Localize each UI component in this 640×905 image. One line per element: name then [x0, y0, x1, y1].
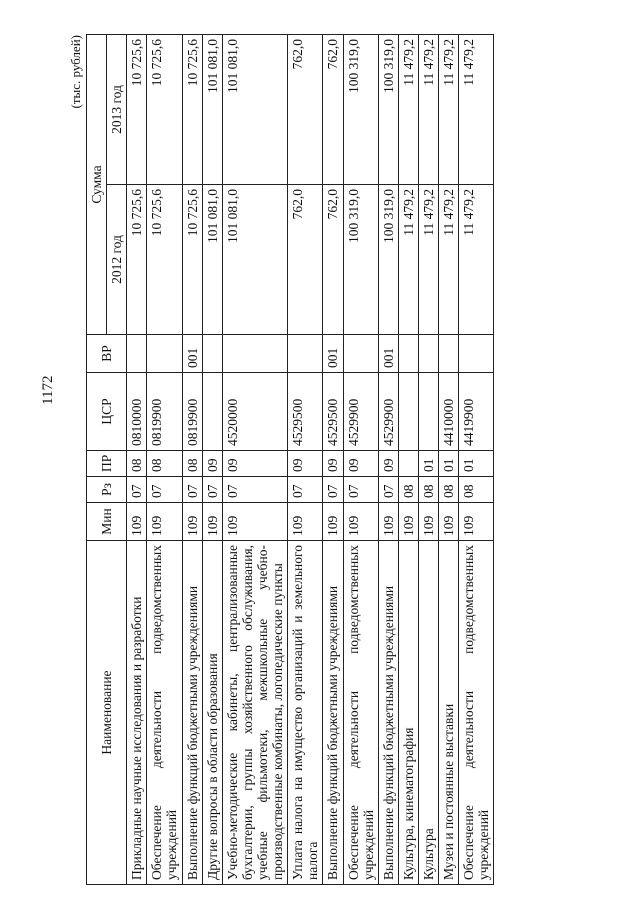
- row-pr: 09: [222, 451, 287, 477]
- header-min: Мин: [87, 503, 127, 541]
- row-min: 109: [398, 503, 418, 541]
- row-pr: 01: [439, 451, 459, 477]
- header-2012: 2012 год: [107, 185, 127, 335]
- row-pr: 01: [418, 451, 438, 477]
- row-sum-2012: 101 081,0: [222, 185, 287, 335]
- table-row: [127, 34, 147, 884]
- row-min: 109: [127, 503, 147, 541]
- row-rz: 07: [323, 477, 343, 503]
- row-rz: 07: [127, 477, 147, 503]
- header-pr: ПР: [87, 451, 127, 477]
- row-csr: 4410000: [439, 373, 459, 451]
- row-csr: [398, 373, 418, 451]
- row-rz: 07: [147, 477, 182, 503]
- row-sum-2012: 11 479,2: [418, 185, 438, 335]
- row-min: 109: [147, 503, 182, 541]
- row-sum-2012: 762,0: [323, 185, 343, 335]
- units-label: (тыс. рублей): [68, 35, 83, 109]
- table-row: [202, 34, 222, 884]
- table-row: [182, 34, 202, 884]
- table-row: [459, 34, 494, 884]
- row-csr: 0810000: [127, 373, 147, 451]
- row-name: Другие вопросы в области образования: [202, 541, 222, 885]
- row-sum-2013: 11 479,2: [439, 34, 459, 184]
- row-sum-2012: 10 725,6: [182, 185, 202, 335]
- row-name: Обеспечение деятельности подведомственных учреждений: [147, 541, 182, 885]
- budget-table: [86, 34, 494, 885]
- row-name: Культура, кинематография: [398, 541, 418, 885]
- row-sum-2013: 762,0: [323, 34, 343, 184]
- row-rz: 07: [288, 477, 323, 503]
- table-row: [323, 34, 343, 884]
- row-vr: [343, 335, 378, 373]
- row-min: 109: [459, 503, 494, 541]
- row-name: Музеи и постоянные выставки: [439, 541, 459, 885]
- row-rz: 07: [202, 477, 222, 503]
- row-min: 109: [378, 503, 398, 541]
- row-name: Культура: [418, 541, 438, 885]
- row-sum-2012: 11 479,2: [398, 185, 418, 335]
- row-sum-2013: 10 725,6: [182, 34, 202, 184]
- row-min: 109: [182, 503, 202, 541]
- table-row: [398, 34, 418, 884]
- row-vr: [398, 335, 418, 373]
- row-min: 109: [343, 503, 378, 541]
- row-rz: 08: [398, 477, 418, 503]
- row-csr: 0819900: [182, 373, 202, 451]
- table-header: [87, 34, 127, 884]
- row-min: 109: [439, 503, 459, 541]
- row-csr: [202, 373, 222, 451]
- row-pr: 01: [459, 451, 494, 477]
- row-sum-2012: 10 725,6: [127, 185, 147, 335]
- row-name: Обеспечение деятельности подведомственных учреждений: [343, 541, 378, 885]
- row-csr: 4529900: [343, 373, 378, 451]
- row-rz: 07: [343, 477, 378, 503]
- row-vr: [439, 335, 459, 373]
- row-sum-2013: 11 479,2: [398, 34, 418, 184]
- row-name: Учебно-методические кабинеты, централизованные бухгалтерии, группы хозяйственного обслуживания, учебные фильмотеки, межшкольные учебно-производственные комбинаты, логопедические пункты: [222, 541, 287, 885]
- row-rz: 07: [182, 477, 202, 503]
- rotated-document: [68, 35, 568, 885]
- row-rz: 07: [378, 477, 398, 503]
- row-name: Уплата налога на имущество организаций и земельного налога: [288, 541, 323, 885]
- row-sum-2013: 762,0: [288, 34, 323, 184]
- row-rz: 07: [222, 477, 287, 503]
- row-csr: 4529500: [323, 373, 343, 451]
- row-min: 109: [418, 503, 438, 541]
- row-sum-2012: 10 725,6: [147, 185, 182, 335]
- row-min: 109: [323, 503, 343, 541]
- row-sum-2013: 10 725,6: [127, 34, 147, 184]
- row-vr: [202, 335, 222, 373]
- row-sum-2012: 101 081,0: [202, 185, 222, 335]
- row-pr: 09: [343, 451, 378, 477]
- row-sum-2012: 11 479,2: [439, 185, 459, 335]
- row-csr: [418, 373, 438, 451]
- row-vr: [222, 335, 287, 373]
- row-csr: 4520000: [222, 373, 287, 451]
- row-sum-2013: 11 479,2: [459, 34, 494, 184]
- row-pr: 08: [127, 451, 147, 477]
- row-rz: 08: [439, 477, 459, 503]
- row-min: 109: [202, 503, 222, 541]
- row-csr: 4419900: [459, 373, 494, 451]
- row-min: 109: [222, 503, 287, 541]
- header-csr: ЦСР: [87, 373, 127, 451]
- row-sum-2012: 100 319,0: [343, 185, 378, 335]
- row-vr: [288, 335, 323, 373]
- row-vr: [127, 335, 147, 373]
- row-vr: 001: [182, 335, 202, 373]
- row-sum-2012: 100 319,0: [378, 185, 398, 335]
- row-name: Выполнение функций бюджетными учреждениями: [323, 541, 343, 885]
- row-vr: [418, 335, 438, 373]
- row-name: Выполнение функций бюджетными учреждениями: [182, 541, 202, 885]
- table-row: [288, 34, 323, 884]
- row-rz: 08: [418, 477, 438, 503]
- table-row: [378, 34, 398, 884]
- header-vr: ВР: [87, 335, 127, 373]
- row-csr: 0819900: [147, 373, 182, 451]
- row-pr: 09: [378, 451, 398, 477]
- row-pr: 09: [323, 451, 343, 477]
- row-pr: 08: [182, 451, 202, 477]
- row-name: Выполнение функций бюджетными учреждениями: [378, 541, 398, 885]
- row-sum-2013: 11 479,2: [418, 34, 438, 184]
- table-body: [127, 34, 494, 884]
- row-sum-2013: 10 725,6: [147, 34, 182, 184]
- table-row: [222, 34, 287, 884]
- row-rz: 08: [459, 477, 494, 503]
- row-sum-2013: 100 319,0: [343, 34, 378, 184]
- header-name: Наименование: [87, 541, 127, 885]
- table-row: [343, 34, 378, 884]
- page-number: 1172: [40, 375, 56, 405]
- row-sum-2012: 11 479,2: [459, 185, 494, 335]
- table-row: [418, 34, 438, 884]
- row-sum-2013: 101 081,0: [222, 34, 287, 184]
- row-min: 109: [288, 503, 323, 541]
- row-pr: 09: [288, 451, 323, 477]
- row-name: Прикладные научные исследования и разработки: [127, 541, 147, 885]
- row-sum-2012: 762,0: [288, 185, 323, 335]
- row-pr: [398, 451, 418, 477]
- header-2013: 2013 год: [107, 34, 127, 184]
- row-vr: 001: [323, 335, 343, 373]
- row-vr: 001: [378, 335, 398, 373]
- table-row: [439, 34, 459, 884]
- row-pr: 08: [147, 451, 182, 477]
- row-vr: [459, 335, 494, 373]
- row-sum-2013: 101 081,0: [202, 34, 222, 184]
- row-vr: [147, 335, 182, 373]
- header-sum: Сумма: [87, 34, 107, 334]
- row-sum-2013: 100 319,0: [378, 34, 398, 184]
- row-csr: 4529900: [378, 373, 398, 451]
- row-csr: 4529500: [288, 373, 323, 451]
- header-rz: Рз: [87, 477, 127, 503]
- table-row: [147, 34, 182, 884]
- row-name: Обеспечение деятельности подведомственных учреждений: [459, 541, 494, 885]
- row-pr: 09: [202, 451, 222, 477]
